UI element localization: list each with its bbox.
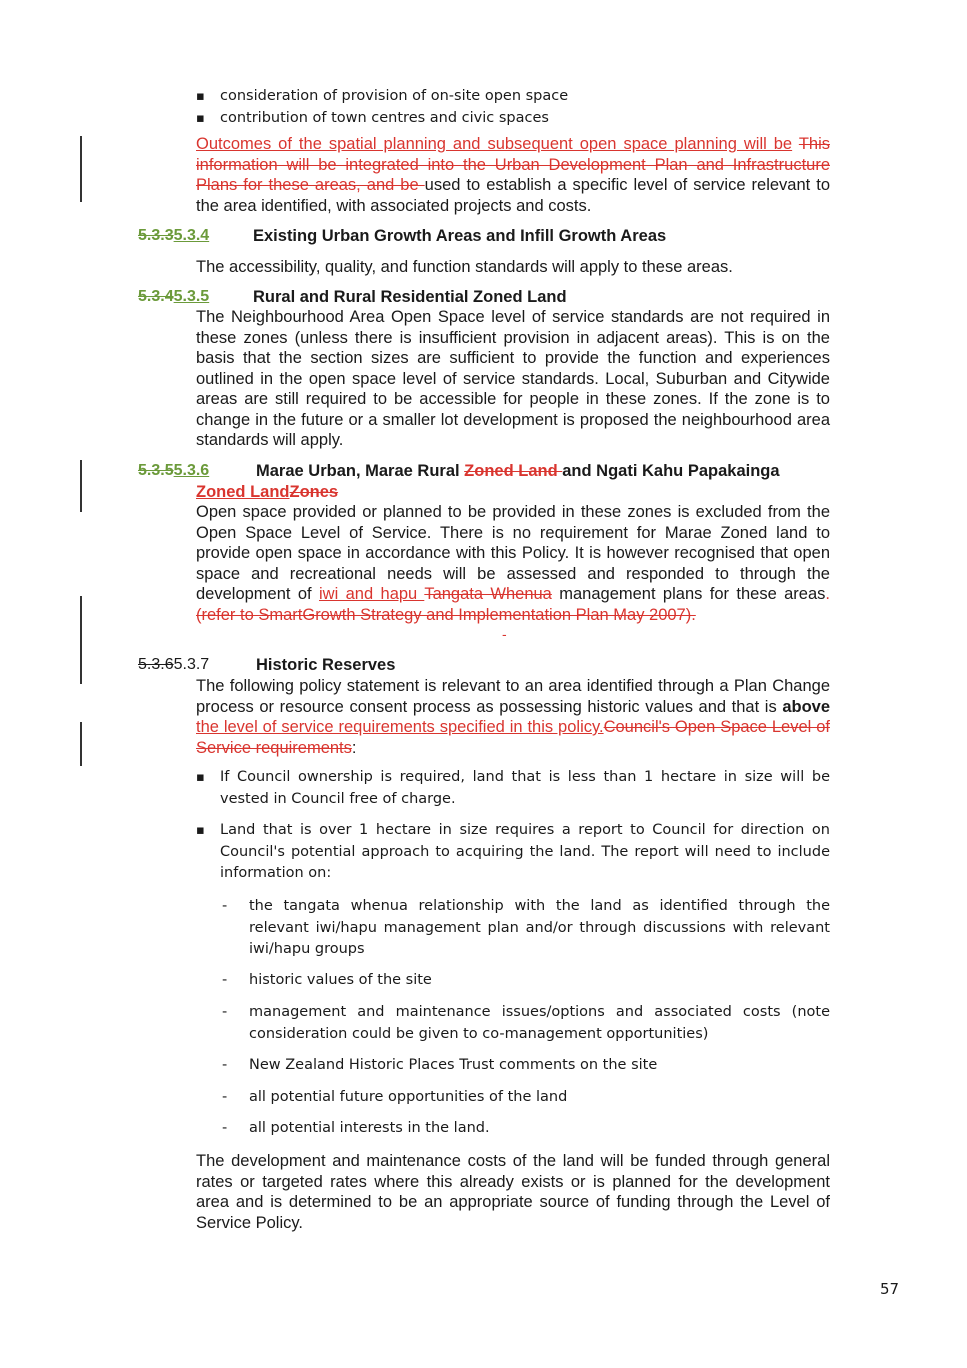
section-number: 5.3.55.3.6 — [138, 462, 210, 479]
inserted-text: Outcomes of the spatial planning and subsequent open space planning will be — [196, 135, 793, 153]
section-body: Open space provided or planned to be provided in these zones is excluded from the Open Space Level of Service. There is no requirement for Marae Zoned land to provide open space in accordance with this Policy. It is however recognised that open space and recreational needs will be assessed and responded to through the development of iwi and hapu Tangata Whenua management plans for these areas. (refer to SmartGrowth Strategy and Implementation Plan May 2007). — [196, 503, 830, 624]
list-item: ▪ contribution of town centres and civic spaces — [196, 108, 836, 130]
list-item: - management and maintenance issues/options and associated costs (note consideration could be given to co-management opportunities) — [220, 1002, 830, 1045]
section-title: Historic Reserves — [256, 656, 396, 674]
change-bar — [80, 722, 82, 766]
dash-list — [220, 1118, 830, 1140]
section-heading-5-3-5 — [0, 287, 967, 308]
section-body: The following policy statement is relevant to an area identified through a Plan Change process or resource consent process as possessing historic values and that is above the level of service requirements specified in this policy.Council's Open Space Level of Service requirements: — [196, 677, 830, 757]
top-bullet-list — [196, 86, 836, 129]
page-number: 57 — [880, 1280, 900, 1298]
section-number: 5.3.65.3.7 — [138, 656, 210, 673]
dash-list — [220, 896, 830, 961]
section-body: The Neighbourhood Area Open Space level of service standards are not required in these zones (unless there is insufficient provision in adjacent areas). This is on the basis that the section sizes are sufficient to provide the function and experiences outlined in the open space level of service standards. Local, Suburban and Citywide areas are still required to be accessible for people in these zones. If the zone is to change in the future or a smaller lot development is proposed the neighbourhood area standards will apply. — [196, 308, 830, 449]
list-item: ▪ Land that is over 1 hectare in size requires a report to Council for direction on Council's potential approach to acquiring the land. The report will need to include information on: — [196, 820, 830, 885]
dash-list — [220, 1087, 830, 1109]
body-text: used to establish a specific level of service relevant to the area identified, with associated projects and costs. — [196, 176, 830, 215]
section-title: Marae Urban, Marae Rural Zoned Land and Ngati Kahu Papakainga — [256, 462, 780, 480]
section-title: Existing Urban Growth Areas and Infill Growth Areas — [253, 227, 667, 245]
list-item: ▪ If Council ownership is required, land that is less than 1 hectare in size will be vested in Council free of charge. — [196, 767, 830, 810]
list-item: - historic values of the site — [220, 970, 830, 992]
list-item: ▪ consideration of provision of on-site open space — [196, 86, 836, 108]
section-body: The accessibility, quality, and function standards will apply to these areas. — [196, 258, 733, 276]
section-heading-5-3-4 — [0, 226, 967, 247]
list-item: - all potential future opportunities of the land — [220, 1087, 830, 1109]
section-heading-5-3-7 — [0, 655, 967, 676]
list-item: - the tangata whenua relationship with the land as identified through the relevant iwi/hapu management plan and/or through discussions with relevant iwi/hapu groups — [220, 896, 830, 961]
historic-reserve-bullet-list — [196, 767, 830, 810]
section-heading-5-3-6 — [0, 461, 967, 503]
section-title-continued: Zoned LandZones — [196, 483, 339, 501]
section-number: 5.3.45.3.5 — [138, 288, 210, 305]
dash-list — [220, 970, 830, 992]
dash-list — [220, 1055, 830, 1077]
list-item: - New Zealand Historic Places Trust comments on the site — [220, 1055, 830, 1077]
historic-reserve-bullet-list — [196, 820, 830, 885]
outcomes-paragraph — [196, 134, 830, 216]
section-title: Rural and Rural Residential Zoned Land — [253, 288, 567, 306]
list-item: - all potential interests in the land. — [220, 1118, 830, 1140]
section-number: 5.3.35.3.4 — [138, 227, 210, 244]
change-bar — [80, 136, 82, 202]
dash-list — [220, 1002, 830, 1045]
closing-paragraph: The development and maintenance costs of the land will be funded through general rates or targeted rates where this already exists or is planned for the development area and is determined to be an appropriate source of funding through the Level of Service Policy. — [196, 1152, 830, 1232]
deleted-text: This information will be integrated into the Urban Development Plan and Infrastructure Plans for these areas, and be — [196, 135, 830, 194]
deleted-mark: - — [502, 626, 507, 642]
